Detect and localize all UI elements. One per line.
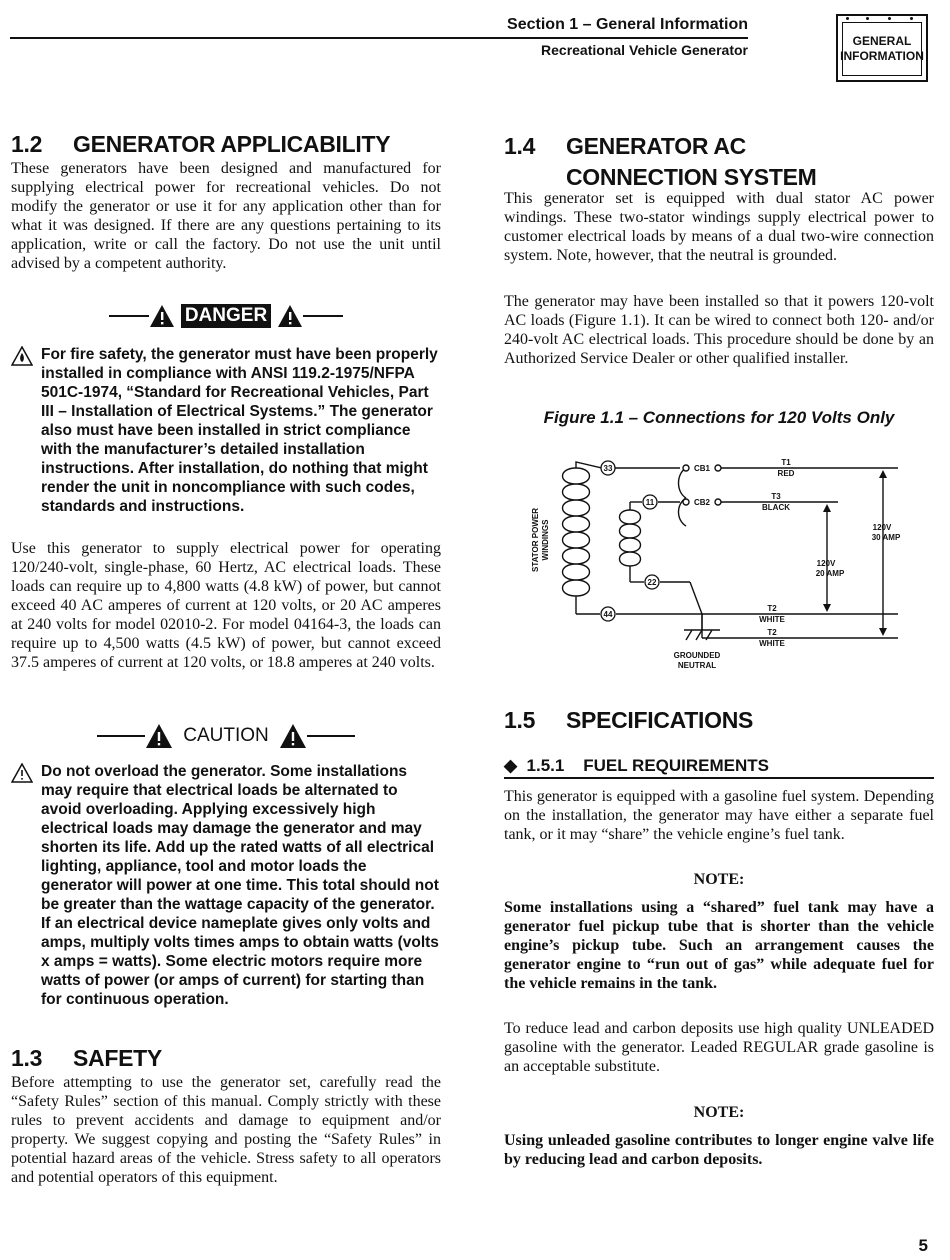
section-tab	[836, 14, 928, 82]
t2-color-2: WHITE	[759, 639, 785, 648]
header-rule	[10, 37, 748, 39]
cb1-label: CB1	[693, 464, 711, 473]
warning-triangle-icon	[277, 304, 303, 328]
danger-label: DANGER	[181, 304, 271, 328]
note-label-1: NOTE:	[693, 871, 745, 888]
stator-label-2: WINDINGS	[541, 519, 550, 561]
terminal-44: 44	[603, 610, 613, 619]
fuel-paragraph-2: To reduce lead and carbon deposits use high quality UNLEADED gasoline with the generator. Leaded REGULAR grade gasoline is an acceptable substitute.	[504, 1020, 934, 1075]
figure-caption: Figure 1.1 – Connections for 120 Volts Only	[543, 408, 895, 427]
section-header: Section 1 – General Information	[507, 16, 748, 33]
caution-triangle-icon	[11, 763, 33, 783]
terminal-22: 22	[647, 578, 657, 587]
heading-1-4: 1.4 GENERATOR AC CONNECTION SYSTEM	[504, 133, 817, 190]
caution-text: Do not overload the generator. Some installations may require that electrical loads be alternated to avoid overloading. Applying excessively high electrical loads may damage the generator and may shorten its life. Add up the rated watts of all electrical lighting, appliance, tool and motor loads the generator will power at one time. This total should not be greater than the wattage capacity of the generator. If an electrical device nameplate gives only volts and amps, multiply volts times amps to obtain watts (volts x amps = watts). Some electric motors require more watts of power (or amps of current) for starting than for continuous operation.	[41, 763, 439, 1008]
connection-diagram	[520, 448, 930, 678]
section-tab-label: GENERAL INFORMATION	[842, 22, 922, 76]
fire-hazard-icon	[11, 346, 33, 366]
amp-20-label: 20 AMP	[815, 569, 845, 578]
header-subtitle: Recreational Vehicle Generator	[541, 42, 748, 58]
cb2-label: CB2	[693, 498, 711, 507]
neutral-label: NEUTRAL	[677, 661, 717, 670]
amp-30-label: 30 AMP	[871, 533, 901, 542]
ac-connection-paragraph-1: This generator set is equipped with dual stator AC power windings. These two-stator windings supply electrical power to customer electrical loads by means of a dual two-wire connection system. Note, however, that the neutral is grounded.	[504, 190, 934, 264]
heading-1-5-1: ◆ 1.5.1 FUEL REQUIREMENTS	[504, 756, 934, 779]
warning-triangle-icon	[149, 304, 175, 328]
t2-label-2: T2	[767, 628, 777, 637]
warning-triangle-icon	[145, 723, 173, 749]
danger-text: For fire safety, the generator must have been properly installed in compliance with ANSI 119.2-1975/NFPA 501C-1974, “Standard for Recreational Vehicles, Part III – Installation of Electrical Systems.” The generator also must have been installed in strict compliance with the manufacturer’s detailed installation instructions. After installation, do nothing that might render the unit in noncompliance with such codes, standards and instructions.	[41, 346, 438, 515]
t2-label: T2	[767, 604, 777, 613]
heading-1-3: 1.3 SAFETY	[11, 1045, 162, 1071]
diamond-bullet-icon: ◆	[504, 756, 518, 775]
caution-label: CAUTION	[183, 725, 269, 746]
volt-20-label: 120V	[816, 559, 836, 568]
danger-banner	[11, 304, 441, 328]
t3-label: T3	[771, 492, 781, 501]
t1-label: T1	[781, 458, 791, 467]
applicability-paragraph: These generators have been designed and manufactured for supplying electrical power for recreational vehicles. Do not modify the generator or use it for any application other than for what it was designed. If there are any questions pertaining to its application, write or call the factory. Do not use the unit until advised by a competent authority.	[11, 160, 441, 272]
fuel-paragraph-1: This generator is equipped with a gasoline fuel system. Depending on the installation, the generator may have either a separate fuel tank, or it may “share” the vehicle engine’s fuel tank.	[504, 788, 934, 843]
volt-30-label: 120V	[872, 523, 892, 532]
terminal-33: 33	[603, 464, 613, 473]
caution-banner	[11, 723, 441, 749]
terminal-11: 11	[645, 498, 655, 507]
t3-color: BLACK	[762, 503, 790, 512]
heading-1-5: 1.5 SPECIFICATIONS	[504, 707, 754, 733]
note-text-1: Some installations using a “shared” fuel tank may have a generator fuel pickup tube that is shorter than the vehicle engine’s pickup tube. Such an arrangement causes the generator engine to “run out of gas” while adequate fuel for the vehicle remains in the tank.	[504, 899, 934, 992]
ac-connection-paragraph-2: The generator may have been installed so that it powers 120-volt AC loads (Figure 1.1). It can be wired to connect both 120- and/or 240-volt AC electrical loads. This procedure should be done by an Authorized Service Dealer or other qualified installer.	[504, 293, 934, 367]
t2-color: WHITE	[759, 615, 785, 624]
safety-paragraph: Before attempting to use the generator set, carefully read the “Safety Rules” section of this manual. Comply strictly with these rules to prevent accidents and damage to equipment and/or property. We suggest copying and posting the “Safety Rules” in potential hazard areas of the vehicle. Stress safety to all operators and potential operators of this equipment.	[11, 1074, 441, 1186]
stator-label-1: STATOR POWER	[531, 508, 540, 572]
heading-1-2: 1.2 GENERATOR APPLICABILITY	[11, 131, 391, 157]
load-paragraph: Use this generator to supply electrical power for operating 120/240-volt, single-phase, 60 Hertz, AC electrical loads. These loads can require up to 4,800 watts (4.8 kW) of power, but cannot exceed 40 AC amperes of current at 120 volts, or 20 AC amperes at 240 volts for model 02010-2. For model 04164-3, the loads can require up to 4,500 watts (4.5 kW) of power, but cannot exceed 37.5 amperes of current at 120 volts, or 18.8 amperes at 240 volts.	[11, 540, 441, 671]
grounded-label: GROUNDED	[673, 651, 721, 660]
page-number: 5	[918, 1236, 928, 1255]
note-label-2: NOTE:	[693, 1104, 745, 1121]
t1-color: RED	[777, 469, 795, 478]
note-text-2: Using unleaded gasoline contributes to longer engine valve life by reducing lead and carbon deposits.	[504, 1132, 934, 1168]
warning-triangle-icon	[279, 723, 307, 749]
